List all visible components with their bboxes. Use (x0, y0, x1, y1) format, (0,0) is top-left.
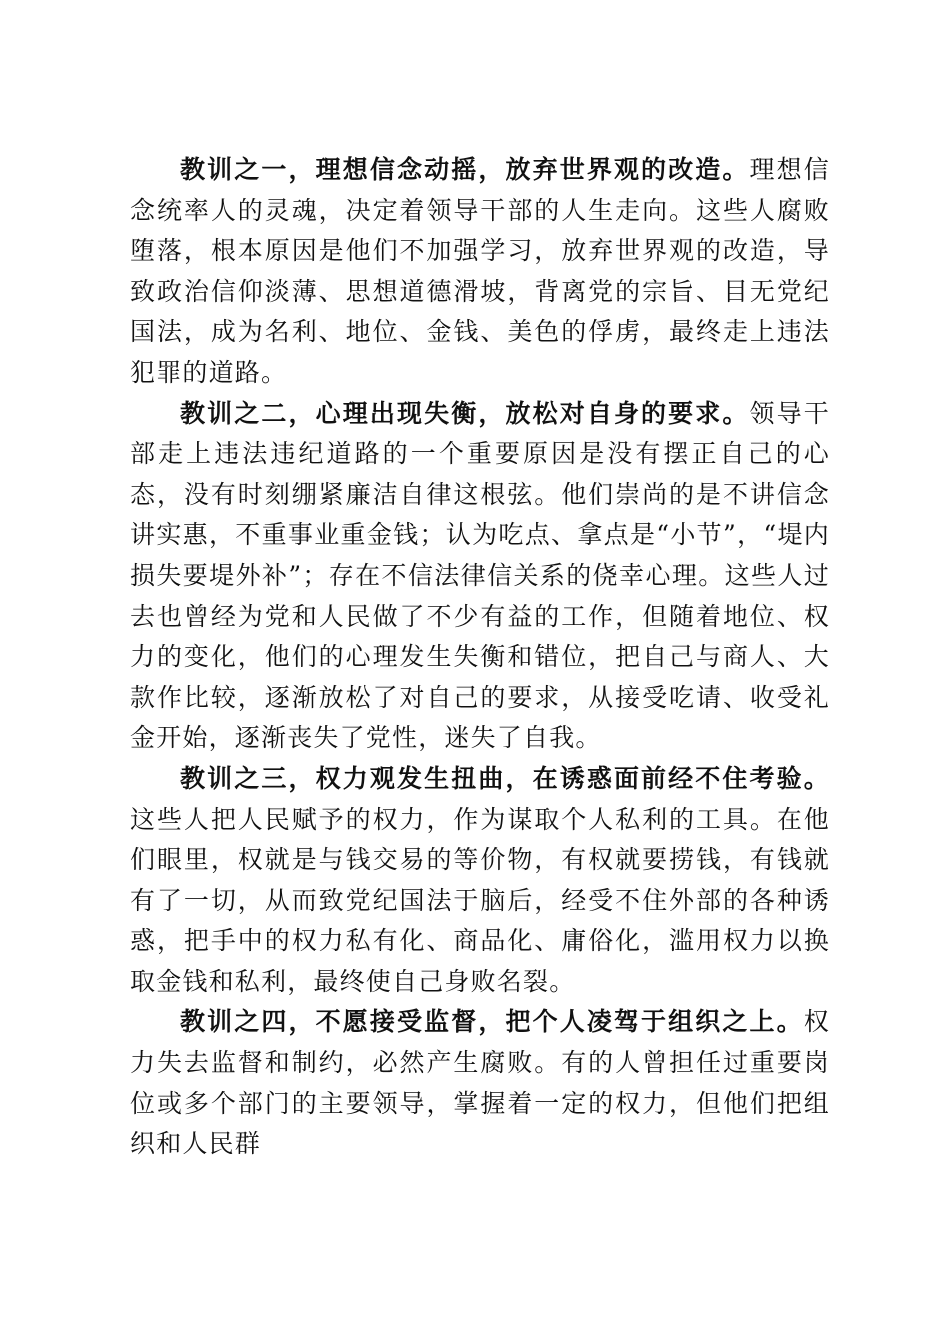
paragraph-text: 这些人把人民赋予的权力，作为谋取个人私利的工具。在他们眼里，权就是与钱交易的等价物，有权就要捞钱，有钱就有了一切，从而致党纪国法于脑后，经受不住外部的各种诱惑，把手中的权力私有化、商品化、庸俗化，滥用权力以换取金钱和私利，最终使自己身败名裂。 (130, 804, 830, 996)
document-body (130, 150, 830, 1165)
paragraph-lesson-3 (130, 759, 830, 1003)
paragraph-lead: 教训之二，心理出现失衡，放松对自身的要求。 (180, 398, 750, 428)
paragraph-lesson-1 (130, 150, 830, 394)
paragraph-lead: 教训之四，不愿接受监督，把个人凌驾于组织之上。 (180, 1007, 804, 1037)
paragraph-text: 理想信念统率人的灵魂，决定着领导干部的人生走向。这些人腐败堕落，根本原因是他们不加强学习，放弃世界观的改造，导致政治信仰淡薄、思想道德滑坡，背离党的宗旨、目无党纪国法，成为名利、地位、金钱、美色的俘虏，最终走上违法犯罪的道路。 (130, 155, 830, 387)
paragraph-lesson-2 (130, 394, 830, 759)
paragraph-lead: 教训之三，权力观发生扭曲，在诱惑面前经不住考验。 (180, 763, 830, 793)
paragraph-lesson-4 (130, 1002, 830, 1164)
paragraph-lead: 教训之一，理想信念动摇，放弃世界观的改造。 (180, 155, 750, 184)
paragraph-text: 领导干部走上违法违纪道路的一个重要原因是没有摆正自己的心态，没有时刻绷紧廉洁自律这根弦。他们崇尚的是不讲信念讲实惠，不重事业重金钱；认为吃点、拿点是“小节”，“堤内损失要堤外补”；存在不信法律信关系的侥幸心理。这些人过去也曾经为党和人民做了不少有益的工作，但随着地位、权力的变化，他们的心理发生失衡和错位，把自己与商人、大款作比较，逐渐放松了对自己的要求，从接受吃请、收受礼金开始，逐渐丧失了党性，迷失了自我。 (130, 398, 830, 753)
paragraph-text: 权力失去监督和制约，必然产生腐败。有的人曾担任过重要岗位或多个部门的主要领导，掌握着一定的权力，但他们把组织和人民群 (130, 1007, 830, 1159)
